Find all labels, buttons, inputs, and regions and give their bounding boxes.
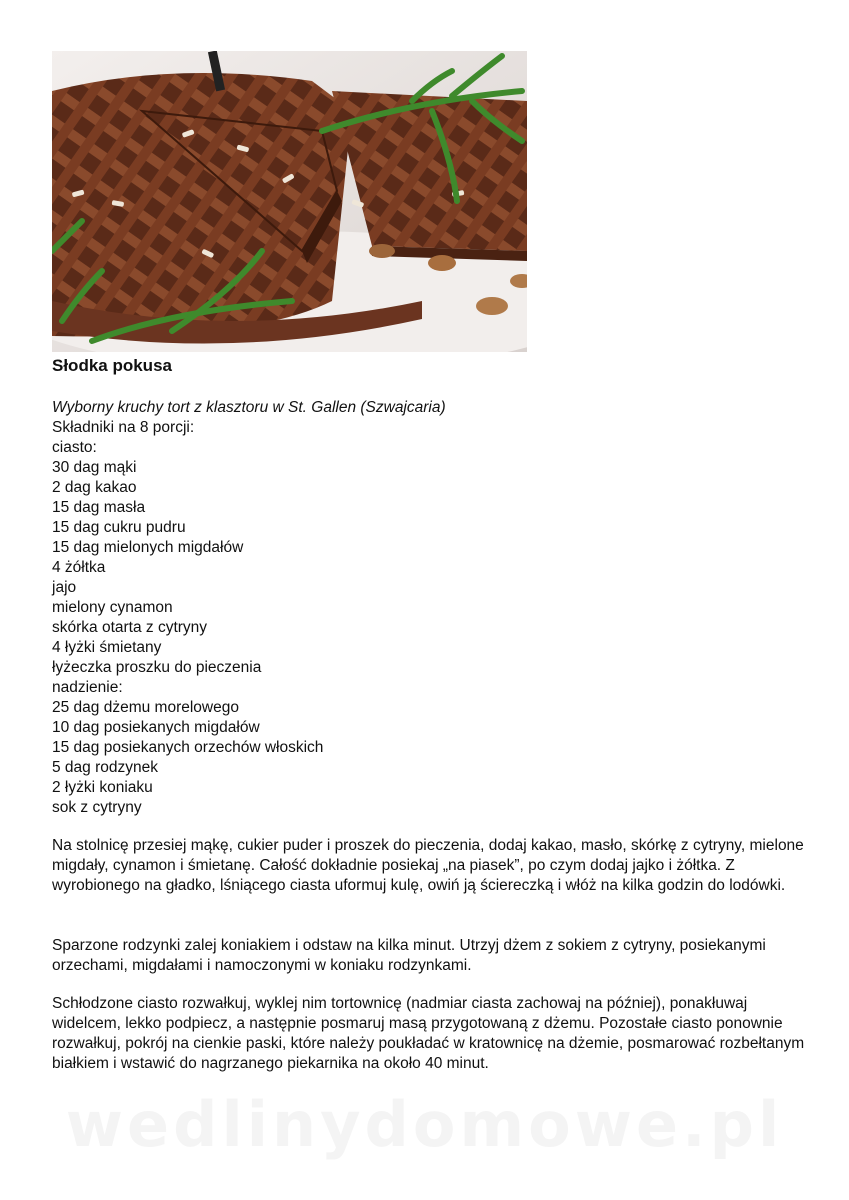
recipe-title: Słodka pokusa <box>52 356 172 375</box>
ingredient-item: 25 dag dżemu morelowego <box>52 699 239 716</box>
ingredient-item: 2 łyżki koniaku <box>52 779 153 796</box>
recipe-subtitle: Wyborny kruchy tort z klasztoru w St. Gallen (Szwajcaria) <box>52 399 446 416</box>
ingredient-item: 2 dag kakao <box>52 479 137 496</box>
ingredient-item: skórka otarta z cytryny <box>52 619 208 636</box>
ingredient-item: 10 dag posiekanych migdałów <box>52 719 260 736</box>
ingredient-item: 15 dag masła <box>52 499 146 516</box>
lattice-tart-photo <box>52 51 527 352</box>
ingredient-item: jajo <box>52 579 77 596</box>
ingredients-list <box>52 418 323 818</box>
ingredient-item: 15 dag mielonych migdałów <box>52 539 244 556</box>
watermark: wedlinydomowe.pl <box>65 1088 784 1161</box>
tart-photo <box>52 51 527 352</box>
section-label-filling: nadzienie: <box>52 679 123 696</box>
ingredient-item: 5 dag rodzynek <box>52 759 158 776</box>
ingredients-header: Składniki na 8 porcji: <box>52 419 195 436</box>
ingredient-item: mielony cynamon <box>52 599 173 616</box>
ingredient-item: 15 dag posiekanych orzechów włoskich <box>52 739 324 756</box>
ingredient-item: 30 dag mąki <box>52 459 137 476</box>
ingredient-item: 15 dag cukru pudru <box>52 519 186 536</box>
instructions-paragraph-1: Na stolnicę przesiej mąkę, cukier puder i proszek do pieczenia, dodaj kakao, masło, skórkę z cytryny, mielone migdały, cynamon i śmietanę. Całość dokładnie posiekaj „na piasek”, po czym dodaj jajko i żółtka. Z wyrobionego na gładko, lśniącego ciasta uformuj kulę, owiń ją ściereczką i włóż na kilka godzin do lodówki. <box>52 837 804 894</box>
instructions-paragraph-3: Schłodzone ciasto rozwałkuj, wyklej nim tortownicę (nadmiar ciasta zachowaj na później), ponakłuwaj widelcem, lekko podpiecz, a następnie posmaruj masą przygotowaną z dżemu. Pozostałe ciasto ponownie rozwałkuj, pokrój na cienkie paski, które należy poukładać w kratownicę na dżemie, posmarować rozbełtanym białkiem i wstawić do nagrzanego piekarnika na około 40 minut. <box>52 995 805 1072</box>
ingredient-item: 4 łyżki śmietany <box>52 639 162 656</box>
ingredient-item: sok z cytryny <box>52 799 142 816</box>
instructions-paragraph-2: Sparzone rodzynki zalej koniakiem i odstaw na kilka minut. Utrzyj dżem z sokiem z cytryny, posiekanymi orzechami, migdałami i namoczonymi w koniaku rodzynkami. <box>52 937 766 974</box>
ingredient-item: 4 żółtka <box>52 559 106 576</box>
ingredient-item: łyżeczka proszku do pieczenia <box>52 659 262 676</box>
section-label-dough: ciasto: <box>52 439 97 456</box>
